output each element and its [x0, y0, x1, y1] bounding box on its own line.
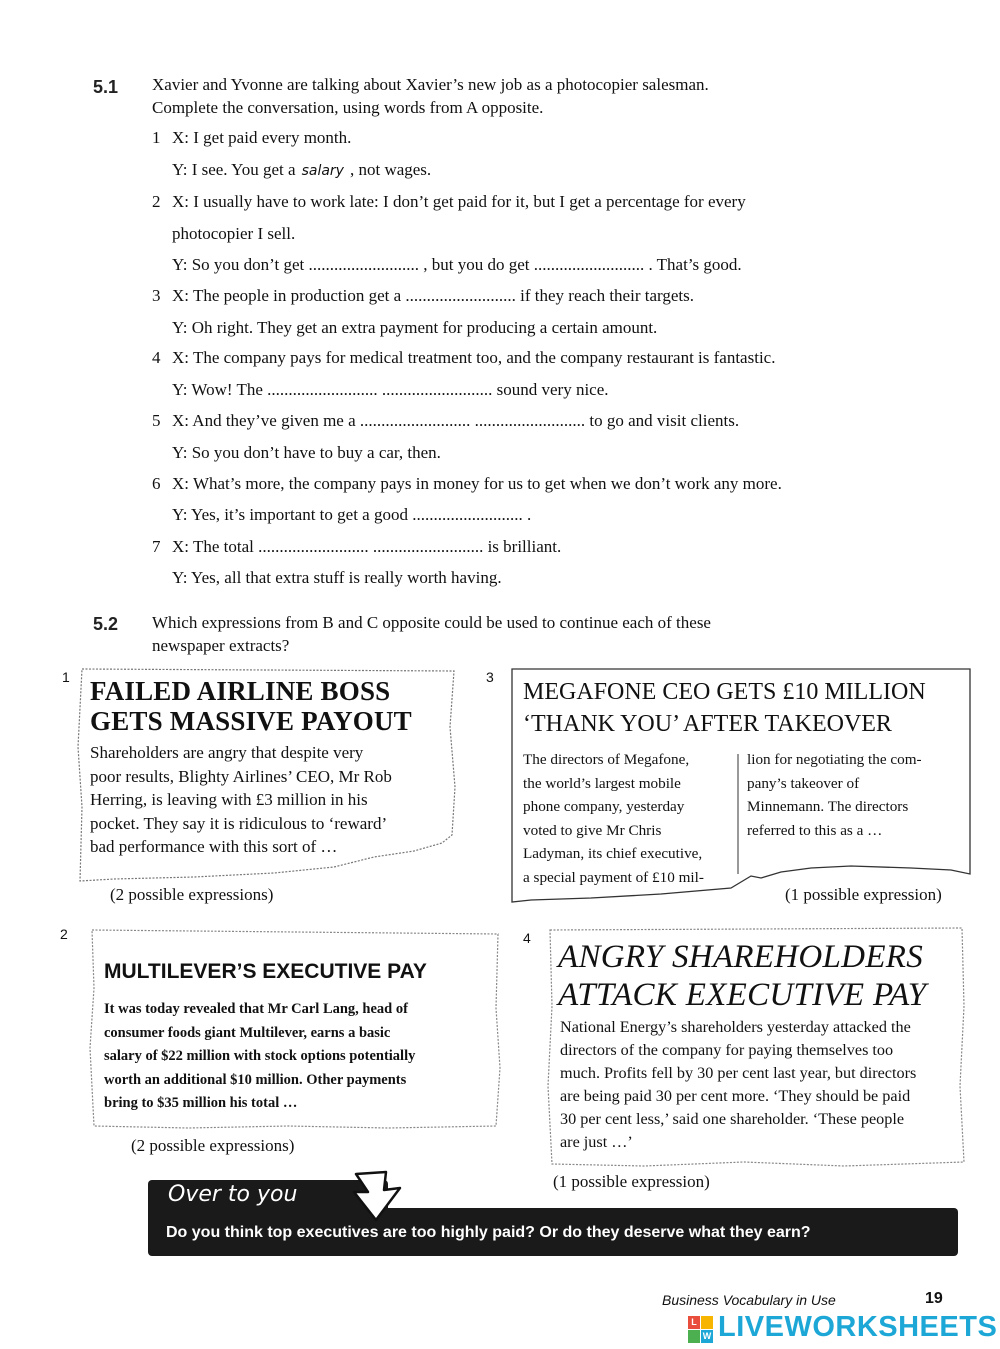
article-column-1: [523, 748, 727, 889]
extract-number: 4: [523, 930, 531, 946]
yvonne-line: [172, 158, 431, 183]
logo-square: [688, 1330, 700, 1343]
possible-expressions-note: (2 possible expressions): [110, 885, 274, 904]
yvonne-line: Y: Oh right. They get an extra payment for producing a certain amount.: [172, 318, 658, 337]
item-number: 7: [152, 537, 161, 556]
article-line: Shareholders are angry that despite very: [90, 743, 364, 762]
article-body: [560, 1016, 960, 1154]
line-text: Y: I see. You get a: [172, 160, 296, 179]
article-line: referred to this as a …: [747, 821, 883, 839]
article-line: the world’s largest mobile: [523, 774, 681, 792]
article-line: Herring, is leaving with £3 million in his: [90, 790, 368, 809]
article-line: pocket. They say it is ridiculous to ‘reward’: [90, 813, 388, 833]
article-line: Ladyman, its chief executive,: [523, 845, 703, 862]
article-line: Minnemann. The directors: [747, 798, 909, 815]
newspaper-extract-2: [88, 928, 502, 1134]
xavier-line: X: I usually have to work late: I don’t get paid for it, but I get a percentage for every: [172, 192, 746, 211]
possible-expressions-note: (1 possible expression): [785, 885, 942, 904]
article-line: worth an additional $10 million. Other payments: [104, 1071, 407, 1088]
yvonne-line: Y: Wow! The .......................... .......................... sound very nice.: [172, 380, 609, 399]
newspaper-extract-3: [511, 668, 971, 904]
article-line: 30 per cent less,’ said one shareholder. ‘These people: [560, 1110, 905, 1128]
headline: MEGAFONE CEO GETS £10 MILLION: [523, 679, 926, 705]
item-number: 3: [152, 286, 161, 305]
headline: ATTACK EXECUTIVE PAY: [558, 977, 927, 1013]
exercise-number: 5.1: [93, 77, 119, 97]
article-body: [104, 998, 496, 1116]
xavier-line: X: I get paid every month.: [172, 128, 352, 147]
possible-expressions-note: (2 possible expressions): [131, 1136, 295, 1155]
logo-letter: L: [688, 1316, 700, 1329]
yvonne-line: Y: So you don’t have to buy a car, then.: [172, 443, 441, 462]
instruction-line: Complete the conversation, using words from A opposite.: [152, 98, 544, 117]
headline: ‘THANK YOU’ AFTER TAKEOVER: [523, 711, 892, 737]
article-line: poor results, Blighty Airlines’ CEO, Mr Rob: [90, 766, 392, 786]
book-title: Business Vocabulary in Use: [662, 1292, 836, 1308]
over-to-you-panel: [148, 1180, 958, 1256]
example-answer: salary: [301, 163, 344, 179]
article-line: bad performance with this sort of …: [90, 837, 338, 856]
item-number: 6: [152, 474, 161, 493]
article-line: The directors of Megafone,: [523, 751, 690, 768]
item-number: 2: [152, 192, 161, 211]
exercise-number: 5.2: [93, 614, 119, 634]
instruction-line: Xavier and Yvonne are talking about Xavier’s new job as a photocopier salesman.: [152, 75, 709, 94]
article-column-2: [747, 748, 947, 842]
line-text: , not wages.: [349, 160, 432, 179]
article-line: are being paid 30 per cent more. ‘They should be paid: [560, 1087, 911, 1105]
liveworksheets-logo-icon: [688, 1316, 714, 1344]
xavier-line: X: What’s more, the company pays in money for us to get when we don’t work any more.: [172, 474, 782, 493]
article-line: directors of the company for paying themselves too: [560, 1041, 894, 1059]
item-number: 1: [152, 128, 161, 147]
article-line: much. Profits fell by 30 per cent last year, but directors: [560, 1064, 917, 1082]
article-line: It was today revealed that Mr Carl Lang, head of: [104, 1001, 408, 1017]
article-line: phone company, yesterday: [523, 798, 685, 815]
headline: ANGRY SHAREHOLDERS: [558, 939, 924, 975]
article-line: lion for negotiating the com-: [747, 751, 922, 768]
article-line: a special payment of £10 mil-: [523, 868, 704, 886]
yvonne-line: Y: So you don’t get .......................... , but you do get .......................... . That’s good.: [172, 255, 742, 274]
item-number: 5: [152, 411, 161, 430]
yvonne-line: Y: Yes, it’s important to get a good .......................... .: [172, 505, 532, 524]
xavier-line: photocopier I sell.: [172, 224, 296, 243]
extract-number: 1: [62, 669, 70, 685]
instruction-line: newspaper extracts?: [152, 636, 290, 655]
article-line: bring to $35 million his total …: [104, 1095, 298, 1111]
xavier-line: X: The people in production get a .......................... if they reach their targets.: [172, 286, 694, 305]
article-line: are just …’: [560, 1133, 633, 1151]
headline: MULTILEVER’S EXECUTIVE PAY: [104, 960, 427, 983]
logo-letter: W: [702, 1331, 712, 1341]
liveworksheets-brand: LIVEWORKSHEETS: [718, 1311, 998, 1343]
logo-square: [701, 1316, 713, 1329]
article-line: consumer foods giant Multilever, earns a basic: [104, 1024, 391, 1041]
instruction-line: Which expressions from B and C opposite could be used to continue each of these: [152, 613, 711, 632]
headline: GETS MASSIVE PAYOUT: [90, 706, 412, 736]
article-line: National Energy’s shareholders yesterday attacked the: [560, 1018, 911, 1036]
article-line: voted to give Mr Chris: [523, 821, 662, 839]
article-body: [90, 741, 450, 859]
xavier-line: X: And they’ve given me a .......................... .......................... to go and visit clients.: [172, 411, 740, 430]
article-line: pany’s takeover of: [747, 774, 860, 792]
xavier-line: X: The company pays for medical treatment too, and the company restaurant is fantastic.: [172, 348, 776, 367]
headline: FAILED AIRLINE BOSS: [90, 676, 391, 706]
arrow-icon: [346, 1168, 408, 1226]
newspaper-extract-4: [544, 926, 968, 1170]
xavier-line: X: The total .......................... .......................... is brilliant.: [172, 537, 562, 556]
extract-number: 3: [486, 669, 494, 685]
extract-number: 2: [60, 926, 68, 942]
item-number: 4: [152, 348, 161, 367]
yvonne-line: Y: Yes, all that extra stuff is really worth having.: [172, 568, 502, 587]
possible-expressions-note: (1 possible expression): [553, 1172, 710, 1191]
page-number: 19: [925, 1290, 943, 1307]
newspaper-extract-1: [74, 667, 460, 887]
article-line: salary of $22 million with stock options potentially: [104, 1048, 416, 1064]
over-to-you-title: Over to you: [168, 1182, 298, 1207]
discussion-question: Do you think top executives are too highly paid? Or do they deserve what they earn?: [166, 1224, 811, 1241]
